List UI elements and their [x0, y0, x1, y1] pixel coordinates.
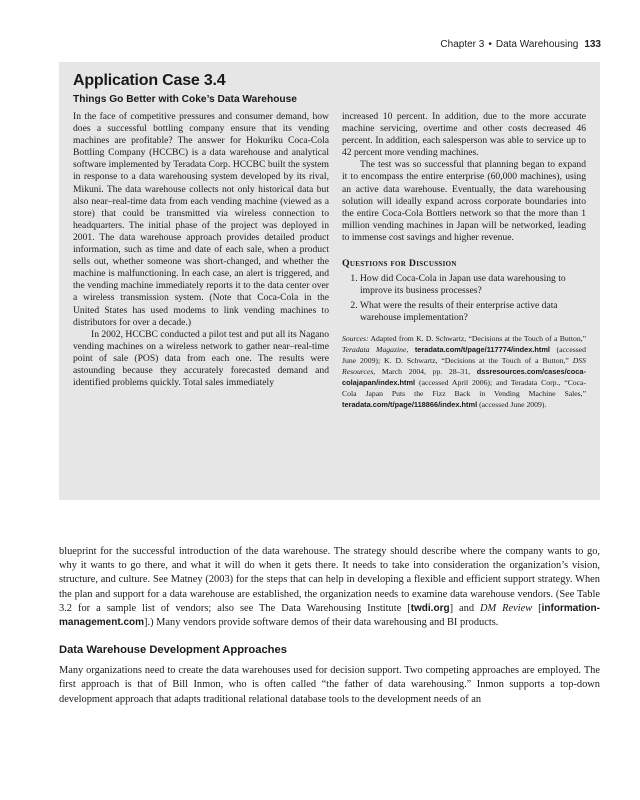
- main-body: [59, 545, 600, 707]
- case-subtitle: Things Go Better with Coke’s Data Warehouse: [73, 94, 297, 105]
- sources-text: Adapted from K. D. Schwartz, “Decisions at the Touch of a Button,”: [368, 334, 586, 344]
- page-number: 133: [584, 39, 601, 50]
- source-url[interactable]: dssresources.com/cases/coca-colajapan/index.html: [342, 367, 586, 388]
- questions-list: [342, 273, 586, 324]
- running-head: [440, 39, 601, 50]
- body-text: ] and: [449, 602, 481, 614]
- question-item: 2. What were the results of their enterprise active data warehouse implementation?: [360, 300, 586, 324]
- publication-title: DSS Resources,: [342, 356, 586, 377]
- body-link[interactable]: information-management.com: [59, 602, 600, 629]
- publication-title: Teradata Magazine,: [342, 345, 409, 355]
- sources-text: (accessed April 2006); and Teradata Corp., “Coca-Cola Japan Puts the Fizz Back in Vending Machine Sales,”: [342, 378, 586, 398]
- section-label: Data Warehousing: [495, 39, 579, 50]
- case-paragraph-2: In 2002, HCCBC conducted a pilot test and put all its Nagano vending machines on a wireless network to gather near–real-time point of sale (POS) data from each one. The results were astounding because they accurately forecasted demand and identified problems quickly. Total sales immediately: [73, 328, 329, 389]
- sources-label: Sources:: [342, 334, 369, 344]
- case-paragraph-4: The test was so successful that planning began to expand it to encompass the entire enterprise (60,000 machines), using an active data warehouse. Eventually, the data warehousing solution will ideally expand across corporate boundaries into the entire Coca-Cola Bottlers network so that the more than 1 million vending machines in Japan will be networked, leading to immense cost savings and higher revenue.: [342, 159, 586, 243]
- case-paragraph-3: increased 10 percent. In addition, due to the more accurate machine servicing, overtime and other costs decreased 46 percent. In addition, each salesperson was able to service up to 42 percent more vending machines.: [342, 111, 586, 159]
- sources-text: (accessed June 2009).: [477, 399, 547, 409]
- questions-heading: Questions for Discussion: [342, 258, 457, 270]
- application-case-box: [59, 62, 600, 500]
- bullet-separator: •: [488, 39, 492, 50]
- section-heading: Data Warehouse Development Approaches: [59, 644, 287, 657]
- chapter-label: Chapter 3: [440, 39, 485, 50]
- body-text: blueprint for the successful introduction of the data warehouse. The strategy should describe where the company wants to go, why it wants to go there, and what it will do when it gets there. It needs to take into consideration the organization’s vision, structure, and culture. See Matney (2003) for the steps that can help in developing a flexible and efficient support strategy. When the plan and support for a data warehouse are established, the organization needs to examine data warehouse vendors. (See Table 3.2 for a sample list of vendors; also see The Data Warehousing Institute [: [59, 546, 600, 614]
- case-columns: [73, 111, 586, 411]
- case-left-column: [73, 111, 329, 411]
- sources-note: [342, 334, 586, 410]
- source-url[interactable]: teradata.com/t/page/118866/index.html: [342, 399, 478, 409]
- case-right-column: [342, 111, 586, 411]
- body-link[interactable]: twdi.org: [410, 602, 450, 614]
- body-text: ].) Many vendors provide software demos of their data warehousing and BI products.: [144, 617, 499, 629]
- publication-title: DM Review: [480, 602, 533, 614]
- body-paragraph-1: [59, 545, 600, 630]
- question-item: 1. How did Coca-Cola in Japan use data warehousing to improve its business processes?: [360, 273, 586, 297]
- case-title: Application Case 3.4: [73, 72, 226, 89]
- sources-text: March 2004, pp. 28–31,: [375, 367, 477, 377]
- body-text: [: [532, 602, 542, 614]
- source-url[interactable]: teradata.com/t/page/117774/index.html: [414, 345, 550, 355]
- body-paragraph-2: Many organizations need to create the data warehouses used for decision support. Two competing approaches are employed. The first approach is that of Bill Inmon, who is often called “the father of data warehousing.” Inmon supports a top-down development approach that adapts traditional relational database tools to the development needs of an: [59, 665, 600, 705]
- case-paragraph-1: In the face of competitive pressures and consumer demand, how does a successful bottling company ensure that its vending machines are profitable? The answer for Hokuriku Coca-Cola Bottling Company (HCCBC) is a data warehouse and analytical software implemented by Teradata Corp. HCCBC built the system in response to a data warehousing system developed by its rival, Mikuni. The data warehouse collects not only historical data but also near–real-time data from each vending machine (viewed as a store) that could be transmitted via wireless connection to headquarters. The initial phase of the project was deployed in 2001. The data warehouse approach provides detailed product information, such as time and date of each sale, when a product sells out, whether someone was short-changed, and whether the machine is malfunctioning. In each case, an alert is triggered, and the vending machine immediately reports it to the data center over a wireless transmission system. (Note that Coca-Cola in the United States has used modems to link vending machines to distributors for over a decade.): [73, 111, 329, 328]
- sources-text: (accessed June 2009); K. D. Schwartz, “Decisions at the Touch of a Button,”: [342, 345, 586, 366]
